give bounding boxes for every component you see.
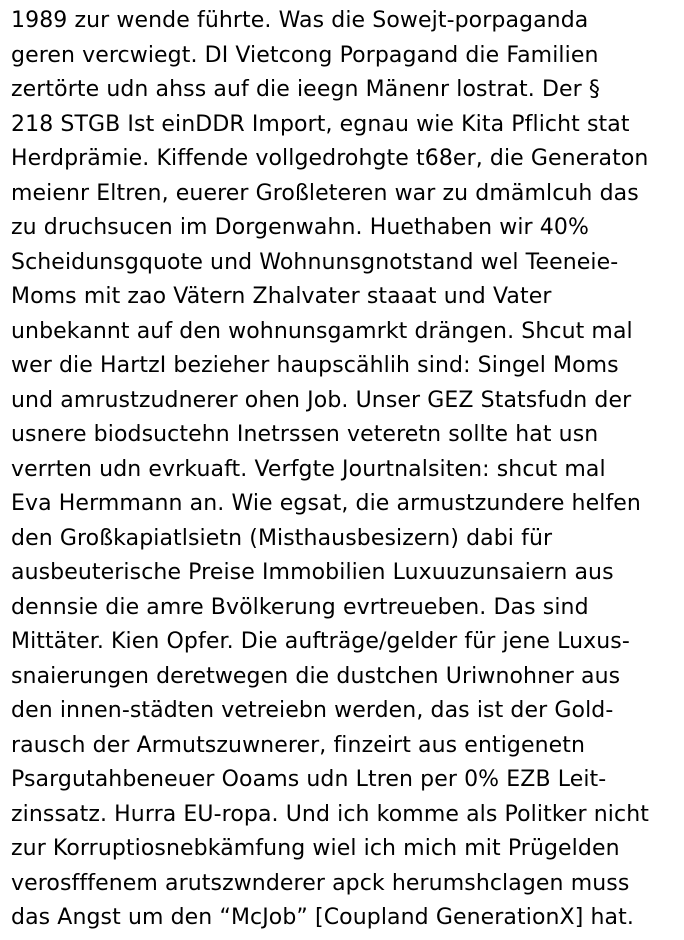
text-line: und amrustzudnerer ohen Job. Unser GEZ Statsfudn der: [11, 387, 632, 413]
text-line: Eva Hermmann an. Wie egsat, die armustzundere helfen: [11, 491, 641, 516]
text-line: snaierungen deretwegen die dustchen Uriwnohner aus: [11, 663, 621, 689]
text-line: dennsie die amre Bvölkerung evrtreueben. Das sind: [11, 594, 589, 620]
text-line: meienr Eltren, euerer Großleteren war zu dmämlcuh das: [11, 180, 639, 206]
text-line: zur Korruptiosnebkämfung wiel ich mich mit Prügelden: [11, 836, 620, 861]
text-line: 1989 zur wende führte. Was die Sowejt-porpaganda: [11, 8, 589, 33]
text-line: zertörte udn ahss auf die ieegn Mänenr lostrat. Der §: [11, 77, 600, 102]
text-line: rausch der Armutszuwnerer, finzeirt aus entigenetn: [11, 732, 586, 758]
document-text: [11, 4, 681, 936]
text-line: wer die HartzI bezieher haupscählih sind: Singel Moms: [11, 353, 619, 378]
text-line: Moms mit zao Vätern Zhalvater staaat und Vater: [11, 284, 552, 309]
text-line: den innen-städten vetreiebn werden, das ist der Gold-: [11, 698, 614, 723]
text-line: ausbeuterische Preise Immobilien Luxuuzunsaiern aus: [11, 560, 614, 585]
text-line: verrten udn evrkuaft. Verfgte Jourtnalsiten: shcut mal: [11, 456, 606, 482]
text-line: usnere biodsuctehn Inetrssen veteretn sollte hat usn: [11, 422, 599, 447]
text-line: den Großkapiatlsietn (Misthausbesizern) dabi für: [11, 525, 553, 551]
text-line: zinssatz. Hurra EU-ropa. Und ich komme als Politker nicht: [11, 801, 649, 827]
text-line: das Angst um den “McJob” [Coupland GenerationX] hat.: [11, 905, 634, 930]
text-line: unbekannt auf den wohnunsgamrkt drängen. Shcut mal: [11, 318, 633, 344]
text-line: zu druchsucen im Dorgenwahn. Huethaben wir 40%: [11, 215, 589, 240]
text-line: Scheidunsgquote und Wohnunsgnotstand wel Teeneie-: [11, 249, 619, 275]
text-line: 218 STGB Ist einDDR Import, egnau wie Kita Pflicht stat: [11, 111, 630, 137]
text-line: Mittäter. Kien Opfer. Die aufträge/gelder für jene Luxus-: [11, 629, 630, 654]
text-line: Herdprämie. Kiffende vollgedrohgte t68er, die Generaton: [11, 146, 649, 171]
text-line: verosfffenem arutszwnderer apck herumshclagen muss: [11, 870, 630, 896]
text-line: geren vercwiegt. DI Vietcong Porpagand die Familien: [11, 42, 599, 68]
text-line: Psargutahbeneuer Ooams udn Ltren per 0% EZB Leit-: [11, 767, 607, 792]
